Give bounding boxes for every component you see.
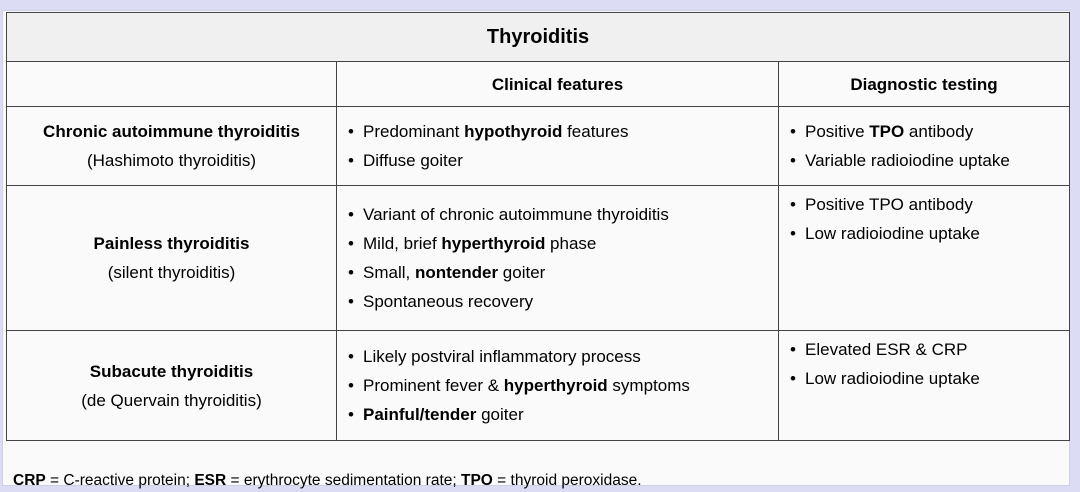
header-clinical-features: Clinical features bbox=[337, 62, 779, 107]
feature-item: • Predominant hypothyroid features bbox=[345, 117, 772, 146]
condition-cell bbox=[7, 107, 337, 186]
testing-item: • Variable radioiodine uptake bbox=[787, 146, 1063, 175]
abbreviations-footnote: CRP = C-reactive protein; ESR = erythrocyte sedimentation rate; TPO = thyroid peroxidase. bbox=[13, 472, 642, 489]
clinical-features-cell bbox=[337, 186, 779, 331]
testing-item: • Positive TPO antibody bbox=[787, 117, 1063, 146]
feature-item: • Small, nontender goiter bbox=[345, 258, 772, 287]
testing-item: • Positive TPO antibody bbox=[787, 190, 1063, 219]
table-title-row bbox=[7, 13, 1070, 62]
condition-cell bbox=[7, 331, 337, 441]
testing-item: • Elevated ESR & CRP bbox=[787, 335, 1063, 364]
feature-item: • Painful/tender goiter bbox=[345, 400, 772, 429]
clinical-features-cell bbox=[337, 331, 779, 441]
testing-item: • Low radioiodine uptake bbox=[787, 364, 1063, 393]
table-row-subacute bbox=[7, 331, 1070, 441]
header-row bbox=[7, 62, 1070, 107]
condition-name: Chronic autoimmune thyroiditis bbox=[43, 122, 300, 141]
condition-cell bbox=[7, 186, 337, 331]
table-row-chronic-autoimmune bbox=[7, 107, 1070, 186]
thyroiditis-table bbox=[6, 12, 1070, 441]
diagnostic-testing-cell bbox=[779, 331, 1070, 441]
feature-item: • Prominent fever & hyperthyroid symptoms bbox=[345, 371, 772, 400]
condition-name: Subacute thyroiditis bbox=[89, 361, 254, 381]
condition-alt-name: (Hashimoto thyroiditis) bbox=[86, 151, 257, 170]
condition-alt-name: (silent thyroiditis) bbox=[107, 263, 236, 282]
table-row-painless bbox=[7, 186, 1070, 331]
header-diagnostic-testing: Diagnostic testing bbox=[779, 62, 1070, 107]
cropped-heading-text bbox=[0, 0, 1080, 10]
condition-name: Painless thyroiditis bbox=[93, 234, 250, 253]
clinical-features-cell bbox=[337, 107, 779, 186]
feature-item: • Variant of chronic autoimmune thyroiditis bbox=[345, 200, 772, 229]
feature-item: • Likely postviral inflammatory process bbox=[345, 342, 772, 371]
cropped-heading-strip bbox=[0, 0, 1080, 10]
feature-item: • Mild, brief hyperthyroid phase bbox=[345, 229, 772, 258]
condition-alt-name: (de Quervain thyroiditis) bbox=[81, 390, 262, 410]
header-empty bbox=[7, 62, 337, 107]
diagnostic-testing-cell bbox=[779, 186, 1070, 331]
table-title: Thyroiditis bbox=[7, 13, 1070, 62]
testing-item: • Low radioiodine uptake bbox=[787, 219, 1063, 248]
table-card bbox=[2, 10, 1070, 489]
feature-item: • Diffuse goiter bbox=[345, 146, 772, 175]
diagnostic-testing-cell bbox=[779, 107, 1070, 186]
feature-item: • Spontaneous recovery bbox=[345, 287, 772, 316]
